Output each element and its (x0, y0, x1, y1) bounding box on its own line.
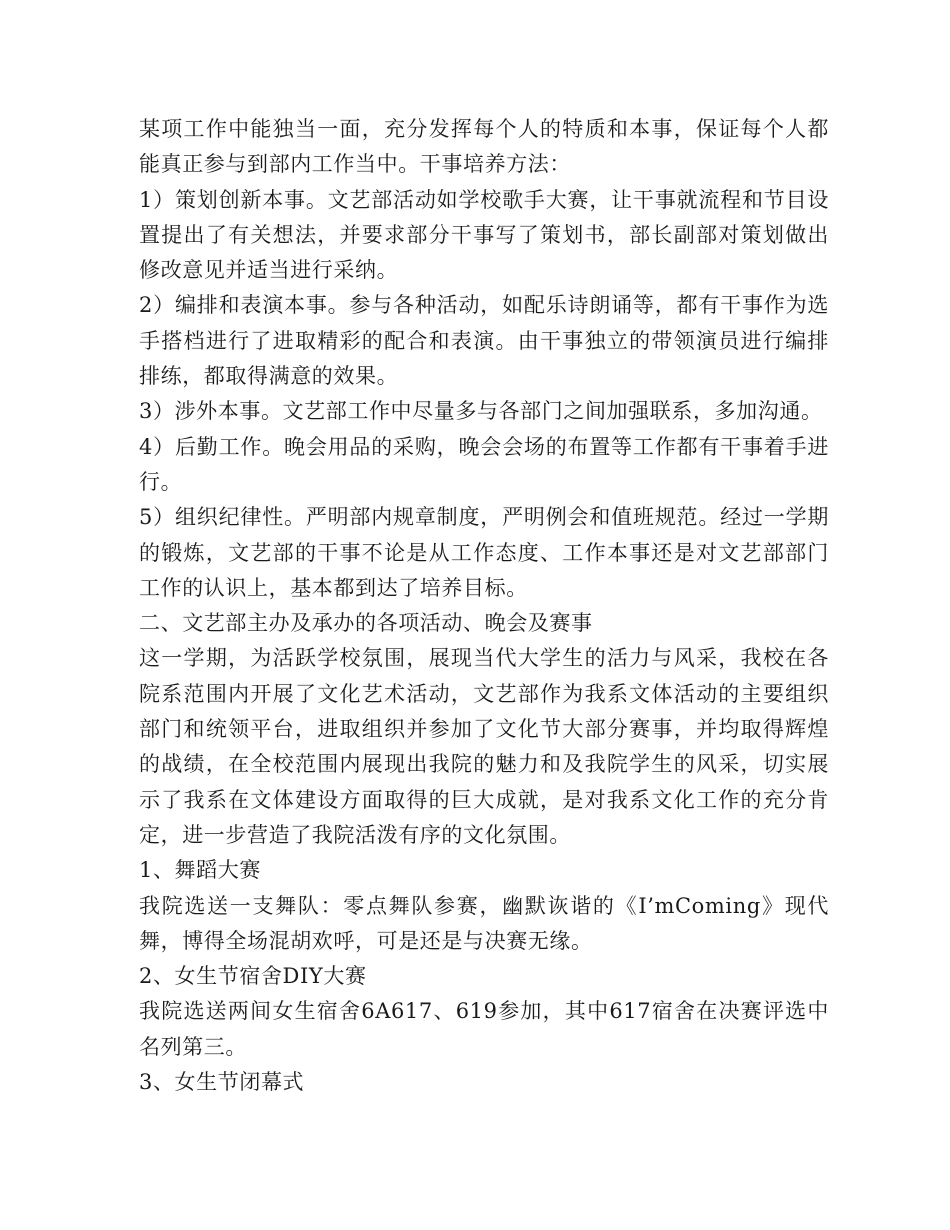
paragraph-intro-continuation: 某项工作中能独当一面，充分发挥每个人的特质和本事，保证每个人都能真正参与到部内工作当中。干事培养方法： (139, 117, 829, 177)
subheading-closing-ceremony: 3、女生节闭幕式 (139, 1070, 305, 1095)
paragraph-dorm-diy: 我院选送两间女生宿舍6A617、619参加，其中617宿舍在决赛评选中名列第三。 (139, 999, 829, 1059)
paragraph-item-5-discipline: 5）组织纪律性。严明部内规章制度，严明例会和值班规范。经过一学期的锻炼，文艺部的干事不论是从工作态度、工作本事还是对文艺部部门工作的认识上，基本都到达了培养目标。 (139, 505, 829, 600)
paragraph-item-4-logistics: 4）后勤工作。晚会用品的采购，晚会会场的布置等工作都有干事着手进行。 (139, 434, 829, 494)
paragraph-item-3-external: 3）涉外本事。文艺部工作中尽量多与各部门之间加强联系，多加沟通。 (139, 399, 823, 424)
subheading-dance-contest: 1、舞蹈大赛 (139, 858, 261, 883)
subheading-dorm-diy: 2、女生节宿舍DIY大赛 (139, 964, 367, 989)
paragraph-item-1-planning: 1）策划创新本事。文艺部活动如学校歌手大赛，让干事就流程和节目设置提出了有关想法，并要求部分干事写了策划书，部长副部对策划做出修改意见并适当进行采纳。 (139, 187, 829, 283)
paragraph-activities-summary: 这一学期，为活跃学校氛围，展现当代大学生的活力与风采，我校在各院系范围内开展了文化艺术活动，文艺部作为我系文体活动的主要组织部门和统领平台，进取组织并参加了文化节大部分赛事，并均取得辉煌的战绩，在全校范围内展现出我院的魅力和及我院学生的风采，切实展示了我系在文体建设方面取得的巨大成就，是对我系文化工作的充分肯定，进一步营造了我院活泼有序的文化氛围。 (139, 646, 829, 847)
document-body (139, 112, 829, 1100)
section-heading-activities: 二、文艺部主办及承办的各项活动、晚会及赛事 (139, 611, 593, 636)
paragraph-item-2-performance: 2）编排和表演本事。参与各种活动，如配乐诗朗诵等，都有干事作为选手搭档进行了进取精彩的配合和表演。由干事独立的带领演员进行编排排练，都取得满意的效果。 (139, 293, 829, 389)
paragraph-dance-contest: 我院选送一支舞队：零点舞队参赛，幽默诙谐的《I’mComing》现代舞，博得全场混胡欢呼，可是还是与决赛无缘。 (139, 893, 829, 953)
